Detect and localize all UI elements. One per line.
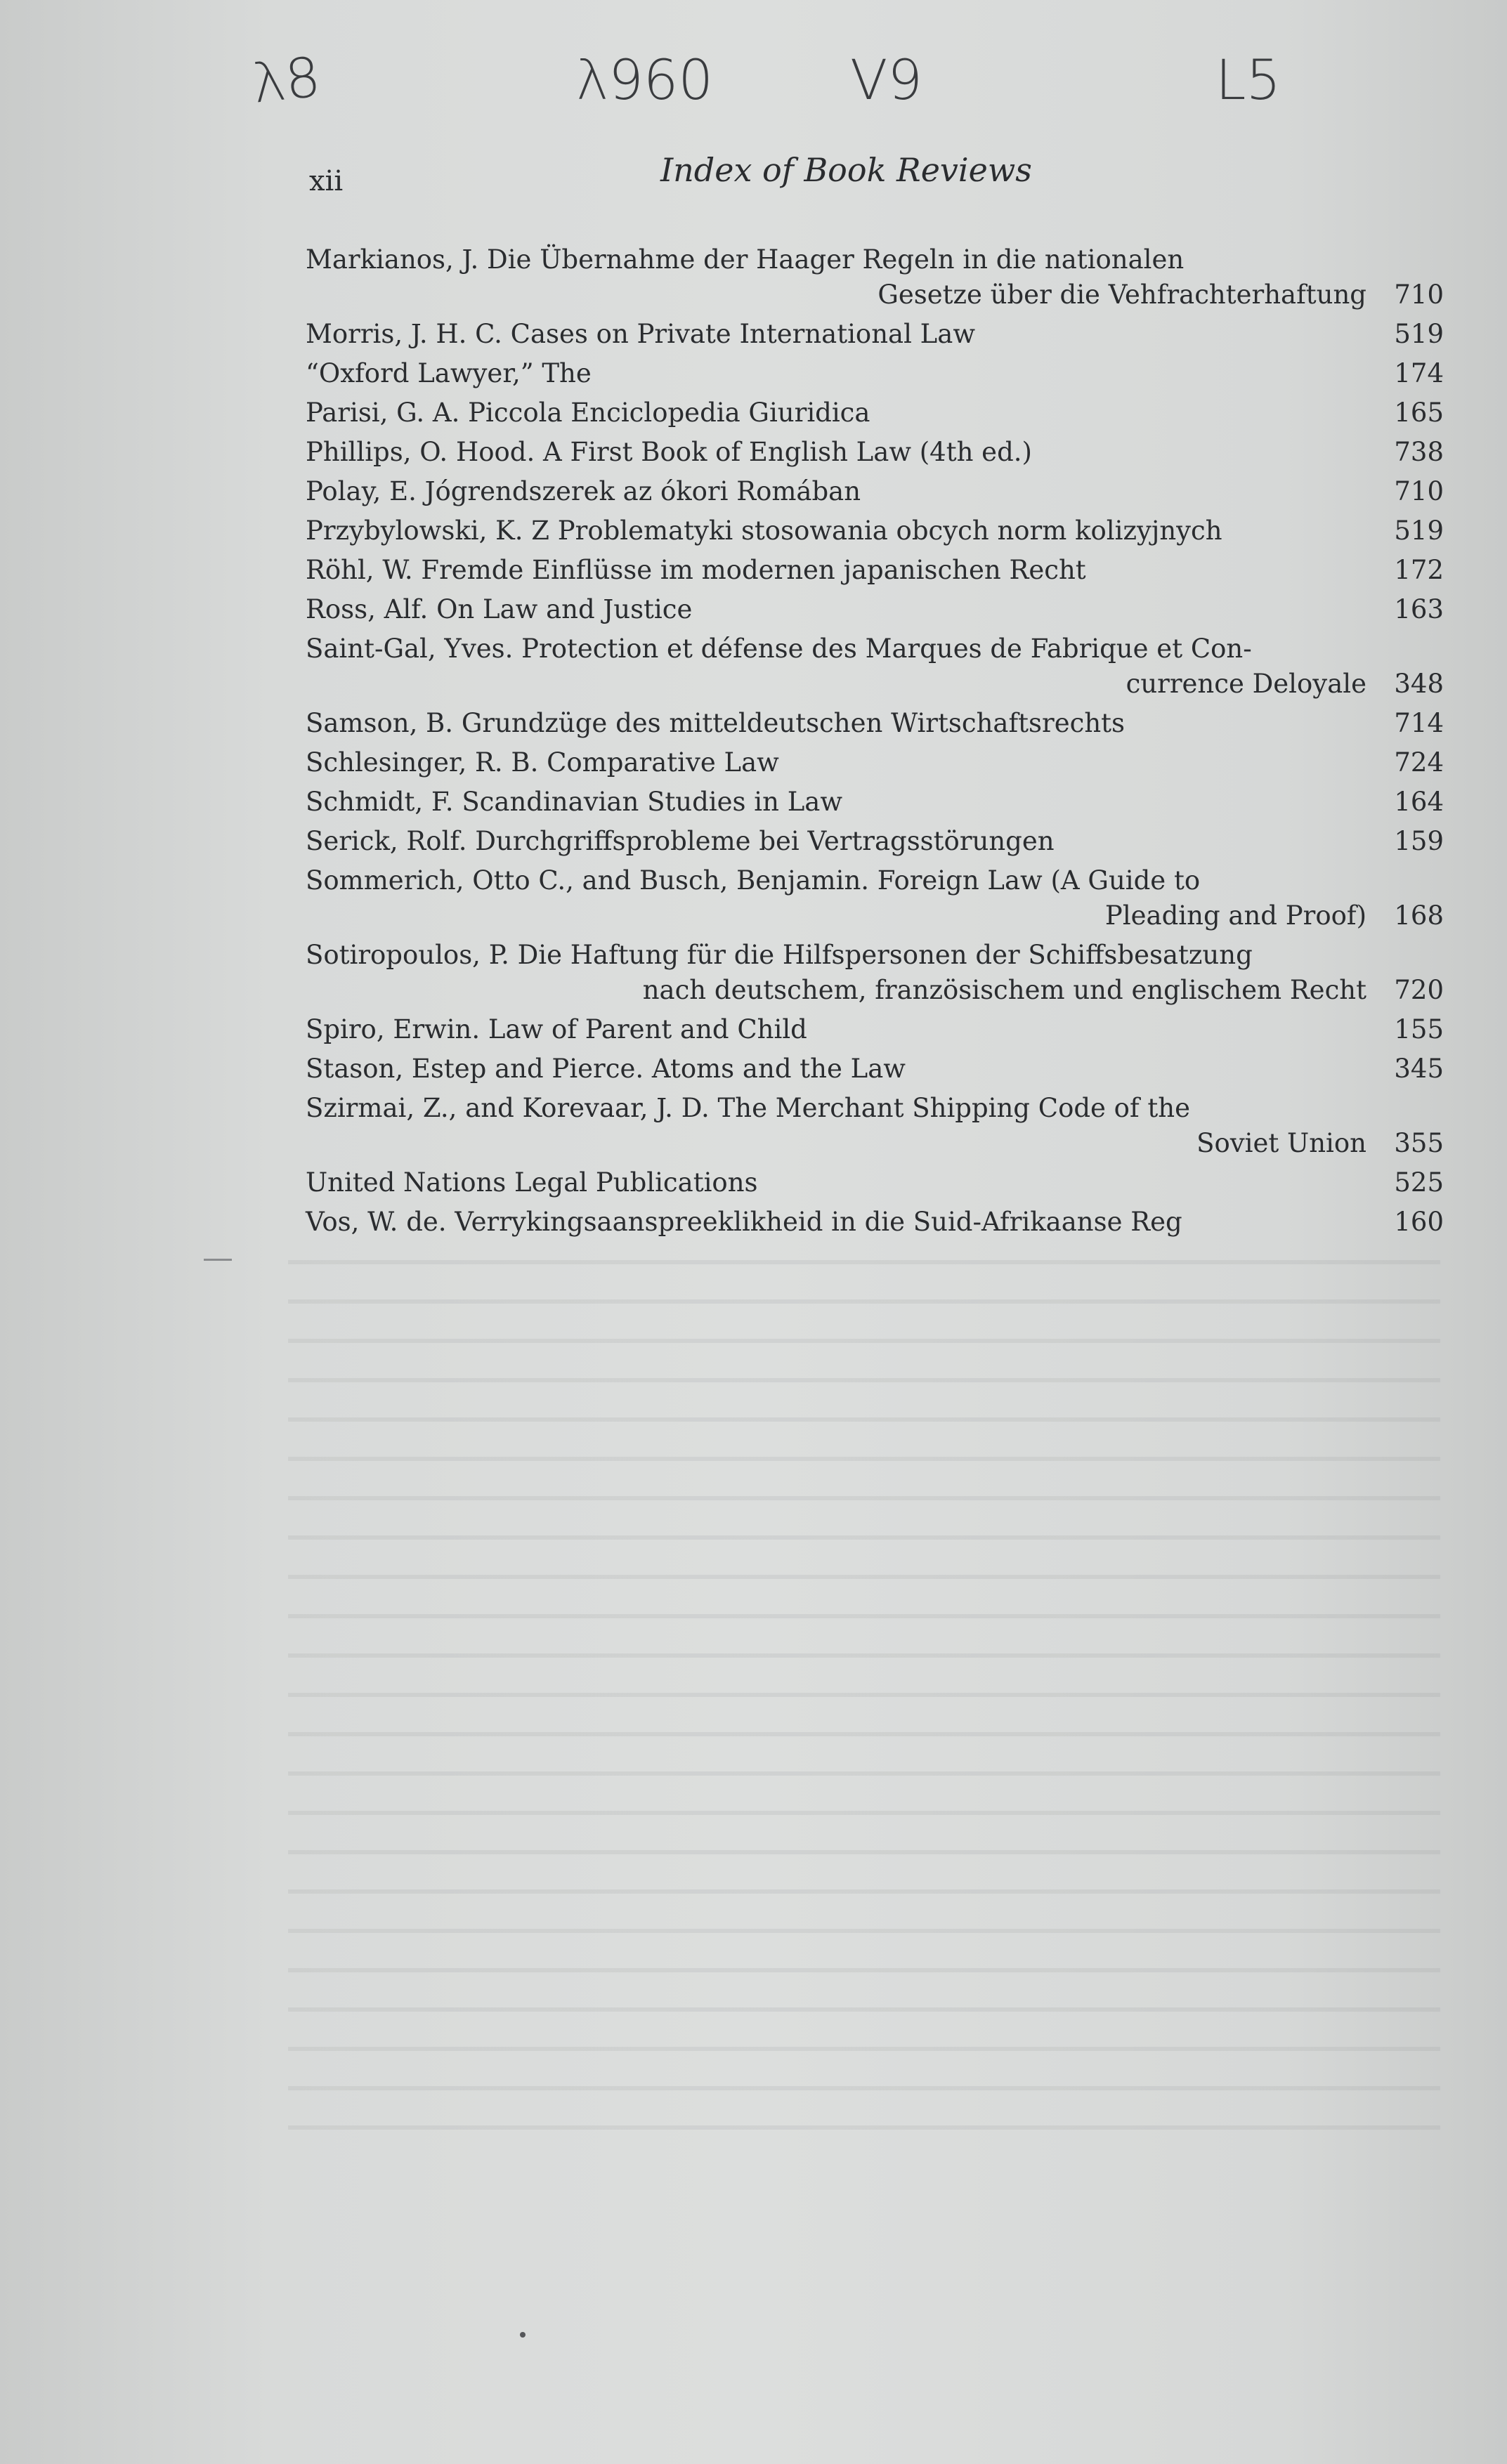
entry-text: Schmidt, F. Scandinavian Studies in Law	[306, 787, 843, 817]
index-entry	[306, 435, 1444, 470]
index-entry	[306, 395, 1444, 431]
entry-text: Morris, J. H. C. Cases on Private International Law	[306, 319, 975, 349]
entry-text-continuation: currence Deloyale	[1126, 669, 1366, 699]
entry-text: Parisi, G. A. Piccola Enciclopedia Giuridica	[306, 398, 870, 428]
entry-page-number: 172	[1394, 555, 1444, 585]
page-number: xii	[309, 165, 344, 197]
margin-mark	[204, 1259, 232, 1261]
index-entry	[306, 474, 1444, 509]
index-entry	[306, 1205, 1444, 1240]
index-list	[306, 242, 1444, 1244]
entry-page-number: 355	[1394, 1128, 1444, 1158]
entry-text: Ross, Alf. On Law and Justice	[306, 594, 693, 624]
entry-text: Saint-Gal, Yves. Protection et défense des Marques de Fabrique et Con-	[306, 634, 1252, 664]
page-header	[309, 151, 1440, 200]
index-entry	[306, 938, 1444, 1008]
entry-text: United Nations Legal Publications	[306, 1167, 758, 1198]
index-entry	[306, 1091, 1444, 1161]
entry-text: Röhl, W. Fremde Einflüsse im modernen japanischen Recht	[306, 555, 1086, 585]
handwritten-annotation: λ960	[576, 49, 714, 112]
entry-page-number: 165	[1394, 398, 1444, 428]
entry-page-number: 519	[1394, 516, 1444, 546]
entry-page-number: 345	[1394, 1054, 1444, 1084]
entry-page-number: 519	[1394, 319, 1444, 349]
index-entry	[306, 863, 1444, 933]
entry-page-number: 163	[1394, 594, 1444, 624]
entry-text: Serick, Rolf. Durchgriffsprobleme bei Vertragsstörungen	[306, 826, 1055, 856]
index-entry	[306, 631, 1444, 702]
entry-text-continuation: nach deutschem, französischem und englischem Recht	[642, 975, 1366, 1005]
handwritten-annotation: L5	[1215, 49, 1281, 112]
index-entry	[306, 1051, 1444, 1087]
entry-page-number: 710	[1394, 476, 1444, 506]
entry-text: Samson, B. Grundzüge des mitteldeutschen Wirtschaftsrechts	[306, 708, 1126, 738]
entry-page-number: 720	[1394, 975, 1444, 1005]
index-entry	[306, 706, 1444, 741]
entry-text-continuation: Gesetze über die Vehfrachterhaftung	[878, 280, 1366, 310]
entry-page-number: 164	[1394, 787, 1444, 817]
entry-page-number: 160	[1394, 1207, 1444, 1237]
index-entry	[306, 1165, 1444, 1200]
page-title: Index of Book Reviews	[660, 151, 1032, 189]
entry-page-number: 348	[1394, 669, 1444, 699]
entry-text: Markianos, J. Die Übernahme der Haager Regeln in die nationalen	[306, 244, 1185, 275]
handwritten-annotation: λ8	[249, 46, 324, 116]
entry-page-number: 525	[1394, 1167, 1444, 1198]
entry-page-number: 159	[1394, 826, 1444, 856]
entry-page-number: 168	[1394, 900, 1444, 931]
entry-text: Schlesinger, R. B. Comparative Law	[306, 747, 779, 778]
entry-text-continuation: Pleading and Proof)	[1104, 900, 1366, 931]
ink-speck	[520, 2332, 526, 2338]
index-entry	[306, 513, 1444, 549]
entry-text: Polay, E. Jógrendszerek az ókori Romában	[306, 476, 861, 506]
entry-text: Phillips, O. Hood. A First Book of English Law (4th ed.)	[306, 437, 1032, 467]
index-entry	[306, 785, 1444, 820]
entry-text: Przybylowski, K. Z Problematyki stosowania obcych norm kolizyjnych	[306, 516, 1222, 546]
entry-text: Vos, W. de. Verrykingsaanspreeklikheid in die Suid-Afrikaanse Reg	[306, 1207, 1182, 1237]
entry-page-number: 724	[1394, 747, 1444, 778]
index-entry	[306, 592, 1444, 627]
entry-page-number: 738	[1394, 437, 1444, 467]
entry-page-number: 174	[1394, 358, 1444, 388]
entry-page-number: 155	[1394, 1014, 1444, 1044]
index-entry	[306, 356, 1444, 391]
index-entry	[306, 824, 1444, 859]
entry-text: Stason, Estep and Pierce. Atoms and the Law	[306, 1054, 906, 1084]
index-entry	[306, 1012, 1444, 1047]
entry-text: Sotiropoulos, P. Die Haftung für die Hilfspersonen der Schiffsbesatzung	[306, 940, 1253, 970]
index-entry	[306, 317, 1444, 352]
entry-text-continuation: Soviet Union	[1196, 1128, 1366, 1158]
index-entry	[306, 745, 1444, 780]
entry-page-number: 714	[1394, 708, 1444, 738]
entry-text: Spiro, Erwin. Law of Parent and Child	[306, 1014, 807, 1044]
entry-text: Szirmai, Z., and Korevaar, J. D. The Merchant Shipping Code of the	[306, 1093, 1191, 1123]
entry-text: “Oxford Lawyer,” The	[306, 358, 592, 388]
entry-page-number: 710	[1394, 280, 1444, 310]
handwritten-annotation: V9	[850, 49, 922, 112]
bleed-through-text	[288, 1236, 1440, 2149]
index-entry	[306, 242, 1444, 313]
entry-text: Sommerich, Otto C., and Busch, Benjamin. Foreign Law (A Guide to	[306, 865, 1201, 896]
index-entry	[306, 553, 1444, 588]
